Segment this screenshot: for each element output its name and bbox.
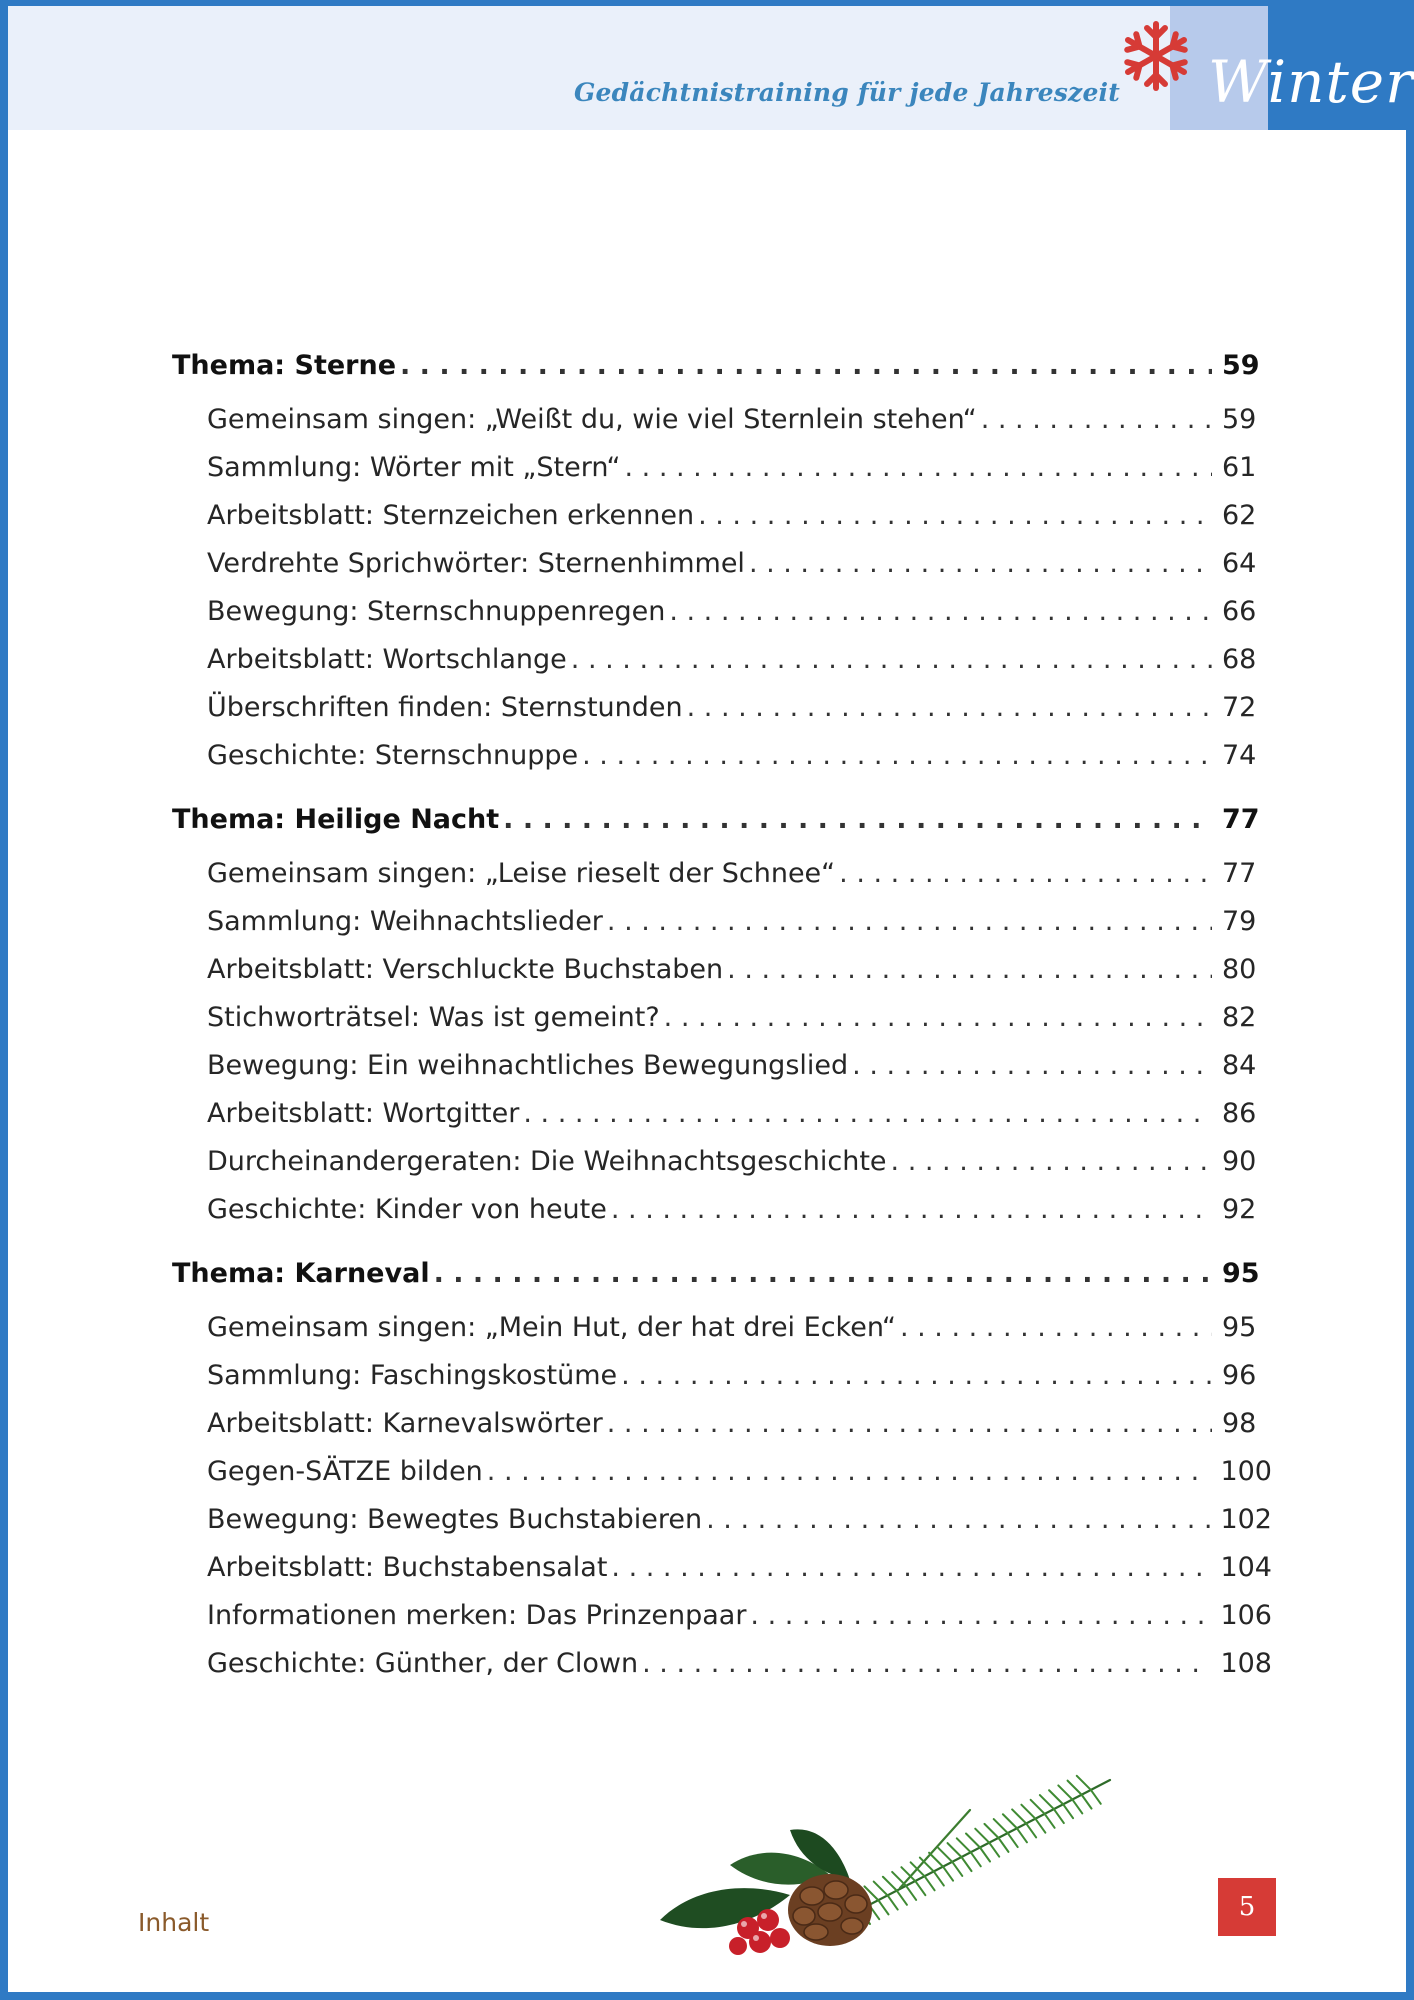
table-of-contents	[172, 340, 1272, 1688]
toc-page-number: 77	[1222, 804, 1260, 835]
toc-page-number: 102	[1220, 1504, 1272, 1535]
toc-entry	[172, 898, 1272, 946]
toc-leader-dots	[621, 1352, 1212, 1400]
toc-entry	[172, 946, 1272, 994]
toc-entry	[172, 850, 1272, 898]
toc-entry	[172, 1640, 1272, 1688]
toc-page-number: 92	[1222, 1194, 1257, 1225]
toc-page-number: 80	[1222, 954, 1257, 985]
toc-leader-dots	[852, 1042, 1212, 1090]
toc-entry	[172, 1042, 1272, 1090]
toc-leader-dots	[582, 732, 1212, 780]
toc-leader-dots	[487, 1448, 1211, 1496]
toc-entry-title: Gegen-SÄTZE bilden	[207, 1456, 483, 1487]
toc-entry-title: Arbeitsblatt: Verschluckte Buchstaben	[207, 954, 724, 985]
toc-entry-title: Arbeitsblatt: Wortschlange	[207, 644, 567, 675]
toc-leader-dots	[642, 1640, 1210, 1688]
toc-leader-dots	[727, 946, 1212, 994]
toc-leader-dots	[400, 340, 1212, 392]
toc-entry-title: Informationen merken: Das Prinzenpaar	[207, 1600, 747, 1631]
toc-entry-title: Sammlung: Faschingskostüme	[207, 1360, 618, 1391]
toc-entry	[172, 1496, 1272, 1544]
toc-leader-dots	[706, 1496, 1210, 1544]
book-subtitle: Gedächtnistraining für jede Jahreszeit	[573, 78, 1120, 107]
toc-leader-dots	[687, 684, 1212, 732]
toc-leader-dots	[611, 1544, 1210, 1592]
toc-page-number: 66	[1222, 596, 1257, 627]
toc-entry-title: Sammlung: Wörter mit „Stern“	[207, 452, 621, 483]
toc-entry-title: Bewegung: Sternschnuppenregen	[207, 596, 666, 627]
toc-page-number: 72	[1222, 692, 1257, 723]
toc-entry	[172, 1138, 1272, 1186]
toc-page-number: 86	[1222, 1098, 1257, 1129]
toc-entry	[172, 1448, 1272, 1496]
toc-leader-dots	[698, 492, 1212, 540]
toc-leader-dots	[749, 540, 1212, 588]
toc-entry	[172, 1544, 1272, 1592]
toc-page-number: 95	[1222, 1312, 1257, 1343]
toc-page-number: 77	[1222, 858, 1257, 889]
toc-entry	[172, 1352, 1272, 1400]
toc-entry	[172, 588, 1272, 636]
toc-entry	[172, 1304, 1272, 1352]
toc-topic-title: Thema: Sterne	[172, 350, 397, 381]
toc-entry-title: Verdrehte Sprichwörter: Sternenhimmel	[207, 548, 745, 579]
toc-entry-title: Durcheinandergeraten: Die Weihnachtsgeschichte	[207, 1146, 887, 1177]
toc-entry-title: Stichworträtsel: Was ist gemeint?	[207, 1002, 660, 1033]
toc-entry-title: Sammlung: Weihnachtslieder	[207, 906, 603, 937]
toc-page-number: 68	[1222, 644, 1257, 675]
toc-page-number: 62	[1222, 500, 1257, 531]
toc-leader-dots	[900, 1304, 1212, 1352]
toc-entry-title: Geschichte: Günther, der Clown	[207, 1648, 639, 1679]
toc-entry-title: Gemeinsam singen: „Mein Hut, der hat drei Ecken“	[207, 1312, 896, 1343]
toc-entry	[172, 636, 1272, 684]
toc-page-number: 84	[1222, 1050, 1257, 1081]
toc-page-number: 79	[1222, 906, 1257, 937]
toc-entry	[172, 540, 1272, 588]
toc-page-number: 95	[1222, 1258, 1260, 1289]
toc-entry	[172, 1592, 1272, 1640]
toc-entry	[172, 1090, 1272, 1138]
toc-leader-dots	[607, 898, 1212, 946]
toc-page-number: 59	[1222, 350, 1260, 381]
season-title: Winter	[1208, 48, 1414, 116]
toc-entry	[172, 1186, 1272, 1234]
toc-topic	[172, 1248, 1272, 1300]
toc-topic-title: Thema: Heilige Nacht	[172, 804, 500, 835]
toc-leader-dots	[750, 1592, 1210, 1640]
toc-entry-title: Arbeitsblatt: Sternzeichen erkennen	[207, 500, 695, 531]
toc-entry	[172, 994, 1272, 1042]
toc-entry	[172, 732, 1272, 780]
toc-leader-dots	[571, 636, 1212, 684]
toc-leader-dots	[523, 1090, 1212, 1138]
toc-entry-title: Arbeitsblatt: Wortgitter	[207, 1098, 520, 1129]
toc-leader-dots	[607, 1400, 1212, 1448]
toc-entry	[172, 1400, 1272, 1448]
snowflake-icon	[1120, 18, 1192, 94]
toc-topic-title: Thema: Karneval	[172, 1258, 430, 1289]
toc-page-number: 90	[1222, 1146, 1257, 1177]
toc-entry	[172, 684, 1272, 732]
toc-entry-title: Überschriften finden: Sternstunden	[207, 692, 683, 723]
toc-entry-title: Gemeinsam singen: „Leise rieselt der Schnee“	[207, 858, 836, 889]
toc-page-number: 104	[1220, 1552, 1272, 1583]
toc-entry-title: Gemeinsam singen: „Weißt du, wie viel Sternlein stehen“	[207, 404, 977, 435]
toc-page-number: 98	[1222, 1408, 1257, 1439]
toc-entry	[172, 444, 1272, 492]
toc-entry-title: Geschichte: Kinder von heute	[207, 1194, 607, 1225]
toc-topic	[172, 794, 1272, 846]
page-number-badge: 5	[1218, 1878, 1276, 1936]
toc-page-number: 96	[1222, 1360, 1257, 1391]
toc-page-number: 108	[1220, 1648, 1272, 1679]
toc-entry-title: Geschichte: Sternschnuppe	[207, 740, 579, 771]
toc-leader-dots	[891, 1138, 1212, 1186]
toc-entry	[172, 396, 1272, 444]
toc-topic	[172, 340, 1272, 392]
toc-page-number: 61	[1222, 452, 1257, 483]
holly-pine-cone-illustration	[640, 1770, 1120, 1970]
toc-page-number: 64	[1222, 548, 1257, 579]
toc-entry	[172, 492, 1272, 540]
toc-entry-title: Arbeitsblatt: Karnevalswörter	[207, 1408, 603, 1439]
toc-page-number: 59	[1222, 404, 1257, 435]
toc-page-number: 82	[1222, 1002, 1257, 1033]
toc-leader-dots	[611, 1186, 1212, 1234]
toc-leader-dots	[839, 850, 1212, 898]
toc-page-number: 106	[1220, 1600, 1272, 1631]
toc-leader-dots	[434, 1248, 1212, 1300]
section-label: Inhalt	[138, 1908, 210, 1937]
toc-leader-dots	[503, 794, 1212, 846]
toc-leader-dots	[669, 588, 1212, 636]
toc-entry-title: Bewegung: Bewegtes Buchstabieren	[207, 1504, 703, 1535]
toc-page-number: 100	[1220, 1456, 1272, 1487]
toc-leader-dots	[664, 994, 1212, 1042]
toc-leader-dots	[625, 444, 1212, 492]
toc-leader-dots	[981, 396, 1212, 444]
toc-entry-title: Bewegung: Ein weihnachtliches Bewegungslied	[207, 1050, 849, 1081]
toc-entry-title: Arbeitsblatt: Buchstabensalat	[207, 1552, 608, 1583]
toc-page-number: 74	[1222, 740, 1257, 771]
